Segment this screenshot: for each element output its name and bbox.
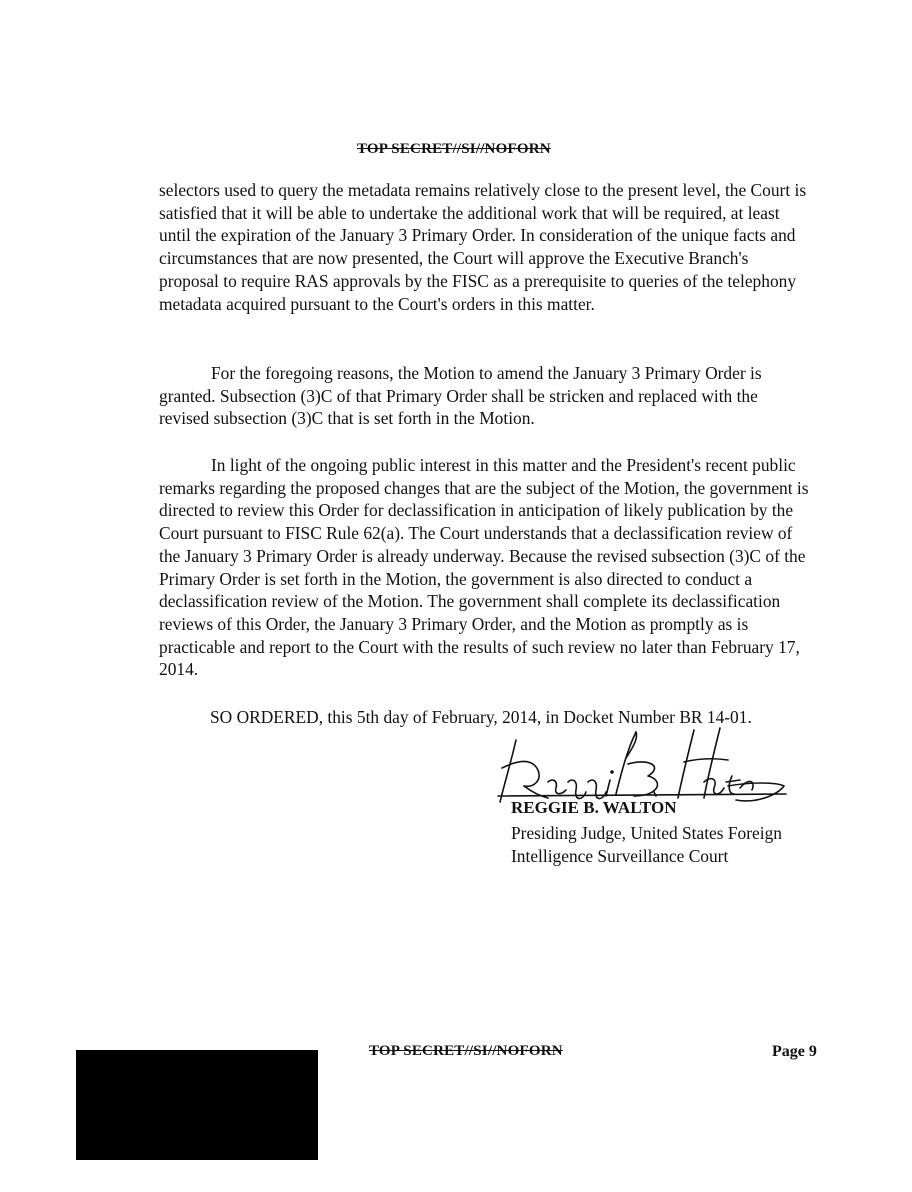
- paragraph-motion-granted: For the foregoing reasons, the Motion to amend the January 3 Primary Order is granted. Subsection (3)C of that Primary Order shall be stricken and replaced with the revised subsection (3)C that is set forth in the Motion.: [159, 363, 762, 429]
- classification-footer: TOP SECRET//SI//NOFORN: [369, 1043, 563, 1059]
- classification-header: TOP SECRET//SI//NOFORN: [357, 141, 551, 157]
- signer-name: REGGIE B. WALTON: [511, 798, 677, 817]
- signer-title-line-1: Presiding Judge, United States Foreign: [511, 823, 782, 843]
- paragraph-declassification: In light of the ongoing public interest in this matter and the President's recent public remarks regarding the proposed changes that are the subject of the Motion, the government is directed to review this Order for declassification in anticipation of likely publication by the Court pursuant to FISC Rule 62(a). The Court understands that a declassification review of the January 3 Primary Order is already underway. Because the revised subsection (3)C of the Primary Order is set forth in the Motion, the government is also directed to conduct a declassification review of the Motion. The government shall complete its declassification reviews of this Order, the January 3 Primary Order, and the Motion as promptly as is practicable and report to the Court with the results of such review no later than February 17, 2014.: [159, 455, 809, 680]
- so-ordered-line: SO ORDERED, this 5th day of February, 2014, in Docket Number BR 14-01.: [210, 707, 752, 727]
- paragraph-continuation: selectors used to query the metadata remains relatively close to the present level, the Court is satisfied that it will be able to undertake the additional work that will be required, at least until the expiration of the January 3 Primary Order. In consideration of the unique facts and circumstances that are now presented, the Court will approve the Executive Branch's proposal to require RAS approvals by the FISC as a prerequisite to queries of the telephony metadata acquired pursuant to the Court's orders in this matter.: [159, 180, 807, 314]
- handwritten-signature: [488, 718, 798, 808]
- page-number: Page 9: [772, 1043, 817, 1060]
- signer-title-line-2: Intelligence Surveillance Court: [511, 846, 729, 866]
- redaction-block: [76, 1050, 318, 1160]
